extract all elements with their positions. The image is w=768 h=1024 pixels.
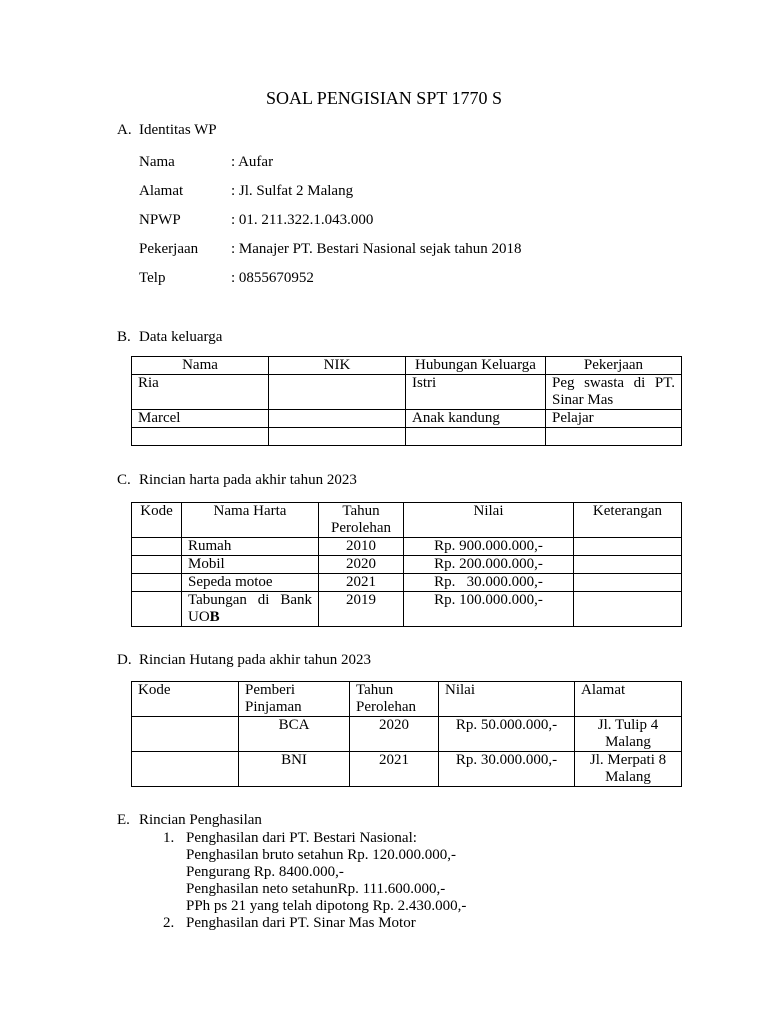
table-row bbox=[132, 375, 682, 410]
field-label-npwp: NPWP bbox=[139, 212, 181, 228]
family-hubungan-cell bbox=[406, 428, 546, 446]
debt-pemberi-cell: BNI bbox=[239, 752, 350, 787]
debt-tahun-cell: 2021 bbox=[350, 752, 439, 787]
table-row bbox=[132, 410, 682, 428]
column-header-tahun-perolehan: Tahun Perolehan bbox=[350, 682, 439, 717]
section-e-heading: Rincian Penghasilan bbox=[139, 812, 262, 828]
field-value-pekerjaan: : Manajer PT. Bestari Nasional sejak tahun 2018 bbox=[231, 241, 522, 257]
section-b-heading: Data keluarga bbox=[139, 329, 223, 345]
table-row bbox=[132, 592, 682, 627]
column-header-nama: Nama bbox=[132, 357, 269, 375]
family-nik-cell bbox=[269, 428, 406, 446]
table-row bbox=[132, 717, 682, 752]
column-header-tahun-perolehan: Tahun Perolehan bbox=[319, 503, 404, 538]
asset-nilai-cell: Rp. 900.000.000,- bbox=[404, 538, 574, 556]
asset-kode-cell bbox=[132, 538, 182, 556]
column-header-kode: Kode bbox=[132, 682, 239, 717]
income-item-number: 1. bbox=[163, 830, 175, 846]
column-header-alamat: Alamat bbox=[575, 682, 682, 717]
income-item bbox=[163, 830, 683, 915]
debt-tahun-cell: 2020 bbox=[350, 717, 439, 752]
family-pekerjaan-cell bbox=[546, 428, 682, 446]
table-row bbox=[132, 752, 682, 787]
debt-nilai-cell: Rp. 30.000.000,- bbox=[439, 752, 575, 787]
income-item-number: 2. bbox=[163, 915, 175, 931]
asset-tahun-cell: 2021 bbox=[319, 574, 404, 592]
section-b-marker: B. bbox=[117, 329, 131, 345]
assets-table-header bbox=[132, 503, 682, 538]
income-item-title: Penghasilan dari PT. Sinar Mas Motor bbox=[186, 915, 416, 931]
family-hubungan-cell: Anak kandung bbox=[406, 410, 546, 428]
section-c-heading: Rincian harta pada akhir tahun 2023 bbox=[139, 472, 357, 488]
column-header-pemberi-pinjaman: Pemberi Pinjaman bbox=[239, 682, 350, 717]
asset-keterangan-cell bbox=[574, 592, 682, 627]
table-row-empty bbox=[132, 428, 682, 446]
column-header-pekerjaan: Pekerjaan bbox=[546, 357, 682, 375]
asset-nilai-cell: Rp. 100.000.000,- bbox=[404, 592, 574, 627]
asset-tahun-cell: 2010 bbox=[319, 538, 404, 556]
income-detail-line: Penghasilan bruto setahun Rp. 120.000.000,- bbox=[186, 847, 456, 863]
asset-nama-text: Tabungan di Bank UO bbox=[188, 592, 312, 625]
field-value-nama: : Aufar bbox=[231, 154, 274, 170]
debts-table bbox=[131, 681, 682, 787]
column-header-keterangan: Keterangan bbox=[574, 503, 682, 538]
asset-keterangan-cell bbox=[574, 538, 682, 556]
asset-keterangan-cell bbox=[574, 556, 682, 574]
family-nama-cell: Marcel bbox=[132, 410, 269, 428]
income-item bbox=[163, 915, 683, 932]
field-value-alamat: : Jl. Sulfat 2 Malang bbox=[231, 183, 354, 199]
table-row bbox=[132, 574, 682, 592]
debt-alamat-cell: Jl. Merpati 8 Malang bbox=[575, 752, 682, 787]
asset-nama-cell: Rumah bbox=[182, 538, 319, 556]
asset-nama-cell: Sepeda motoe bbox=[182, 574, 319, 592]
section-a-marker: A. bbox=[117, 122, 132, 138]
debt-nilai-cell: Rp. 50.000.000,- bbox=[439, 717, 575, 752]
asset-nama-cell bbox=[182, 592, 319, 627]
asset-kode-cell bbox=[132, 592, 182, 627]
family-nama-cell bbox=[132, 428, 269, 446]
assets-table bbox=[131, 502, 682, 627]
column-header-nilai: Nilai bbox=[404, 503, 574, 538]
income-detail-line: Penghasilan neto setahunRp. 111.600.000,- bbox=[186, 881, 446, 897]
field-value-npwp: : 01. 211.322.1.043.000 bbox=[231, 212, 374, 228]
field-label-nama: Nama bbox=[139, 154, 175, 170]
income-detail-line: Pengurang Rp. 8400.000,- bbox=[186, 864, 344, 880]
asset-tahun-cell: 2019 bbox=[319, 592, 404, 627]
section-c-marker: C. bbox=[117, 472, 131, 488]
income-list bbox=[163, 830, 683, 932]
debts-table-header bbox=[132, 682, 682, 717]
family-table bbox=[131, 356, 682, 446]
family-pekerjaan-cell: Peg swasta di PT. Sinar Mas bbox=[546, 375, 682, 410]
column-header-nama-harta: Nama Harta bbox=[182, 503, 319, 538]
asset-keterangan-cell bbox=[574, 574, 682, 592]
asset-nilai-cell: Rp. 200.000.000,- bbox=[404, 556, 574, 574]
section-d-heading: Rincian Hutang pada akhir tahun 2023 bbox=[139, 652, 372, 668]
income-item-title: Penghasilan dari PT. Bestari Nasional: bbox=[186, 830, 417, 846]
field-label-telp: Telp bbox=[139, 270, 166, 286]
asset-kode-cell bbox=[132, 556, 182, 574]
asset-nilai-cell: Rp. 30.000.000,- bbox=[404, 574, 574, 592]
debt-pemberi-cell: BCA bbox=[239, 717, 350, 752]
section-d-marker: D. bbox=[117, 652, 132, 668]
family-nik-cell bbox=[269, 375, 406, 410]
family-nama-cell: Ria bbox=[132, 375, 269, 410]
asset-tahun-cell: 2020 bbox=[319, 556, 404, 574]
field-value-telp: : 0855670952 bbox=[231, 270, 314, 286]
page-title: SOAL PENGISIAN SPT 1770 S bbox=[265, 88, 503, 108]
debt-kode-cell bbox=[132, 752, 239, 787]
column-header-nilai: Nilai bbox=[439, 682, 575, 717]
table-row bbox=[132, 556, 682, 574]
income-detail-line: PPh ps 21 yang telah dipotong Rp. 2.430.000,- bbox=[186, 898, 467, 914]
family-table-header bbox=[132, 357, 682, 375]
family-hubungan-cell: Istri bbox=[406, 375, 546, 410]
asset-nama-cell: Mobil bbox=[182, 556, 319, 574]
debt-kode-cell bbox=[132, 717, 239, 752]
family-nik-cell bbox=[269, 410, 406, 428]
field-label-alamat: Alamat bbox=[139, 183, 184, 199]
table-row bbox=[132, 538, 682, 556]
field-label-pekerjaan: Pekerjaan bbox=[139, 241, 199, 257]
asset-kode-cell bbox=[132, 574, 182, 592]
column-header-kode: Kode bbox=[132, 503, 182, 538]
section-e-marker: E. bbox=[117, 812, 130, 828]
section-a-heading: Identitas WP bbox=[139, 122, 217, 138]
column-header-nik: NIK bbox=[269, 357, 406, 375]
family-pekerjaan-cell: Pelajar bbox=[546, 410, 682, 428]
debt-alamat-cell: Jl. Tulip 4 Malang bbox=[575, 717, 682, 752]
column-header-hubungan: Hubungan Keluarga bbox=[406, 357, 546, 375]
asset-nama-bold-text: B bbox=[209, 609, 220, 625]
